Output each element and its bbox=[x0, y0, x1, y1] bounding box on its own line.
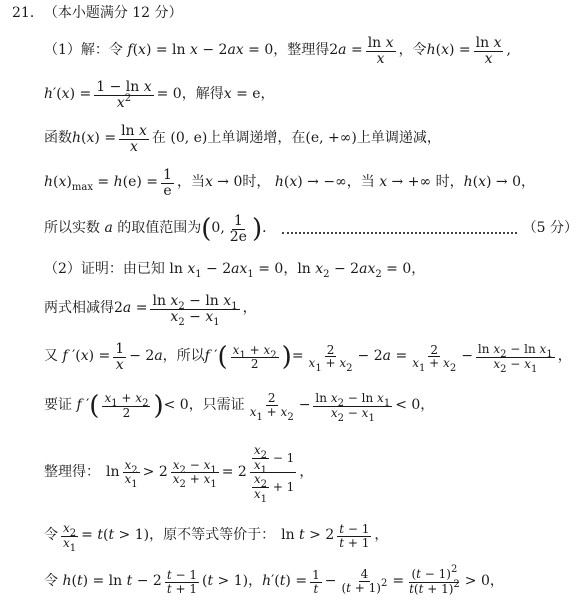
score-note: （5 分） bbox=[522, 220, 578, 237]
part1-line1: （1）解：令 f(x) = ln x − 2ax = 0 ，整理得 2a = $\frac{\text{ln x}}{x}$ ，令 h(x) = $\frac{\text{ln x}}{x}$ , bbox=[44, 35, 511, 67]
part1-line2: h′(x) = $\frac{\text{1 − ln x}}{x^2}$ = 0 ，解得 x = e， bbox=[44, 79, 275, 111]
part1-line3: 函数 h(x) = $\frac{\text{ln x}}{x}$ 在 (0, e) 上单调递增，在 (e, +∞) 上单调递减， bbox=[44, 123, 441, 155]
frac-h-def: $\frac{\text{ln x}}{x}$ bbox=[475, 35, 502, 67]
part2-line1: （2）证明：由已知 $\ln x_1 - 2ax_1 = 0$，$\ln x_2 - 2ax_2 = 0$， bbox=[44, 261, 426, 280]
compound-fraction: $\frac{x_2}{x_1}$ − 1 $\frac{x_2}{x_1}$ + 1 bbox=[250, 444, 296, 501]
part2-line2: 两式相减得 2a = $\frac{\ln x_2 - \ln x_1}{x_2 - x_1}$ ， bbox=[44, 293, 257, 328]
part2-line6: 令 $\frac{x_2}{x_1}$ = t(t > 1) ，原不等式等价于： ln t > 2 $\frac{t - 1}{t + 1}$ ， bbox=[44, 521, 389, 554]
frac-lnx-over-x: $\frac{\text{ln x}}{x}$ bbox=[367, 35, 394, 67]
frac-hprime: $\frac{\text{1 − ln x}}{x^2}$ bbox=[96, 79, 152, 111]
part2-line4: 要证 f ′ ( $\frac{x_1 + x_2}{2}$ ) < 0 ，只需证 $\frac{2}{x_1 + x_2}$ − $\frac{\ln x_2 - \ln x_1}{x_2 - x_1}$ < 0， bbox=[44, 391, 435, 424]
part2-line5: 整理得： ln $\frac{x_2}{x_1}$ > 2 $\frac{x_2 - x_1}{x_2 + x_1}$ = 2 $\frac{x_2}{x_1}$ − 1 $\frac{x_2}{x_1}$ + 1 ， bbox=[44, 443, 314, 505]
problem-number: 21． bbox=[12, 5, 44, 21]
part1-line4: $h(x)_{max} = h(e)$ = $\frac{1}{e}$ ，当 x → 0 时， h(x) → −∞，当 x → +∞ 时，h(x) → 0， bbox=[44, 167, 535, 199]
problem-score-note: （本小题满分 12 分） bbox=[43, 5, 183, 21]
problem-heading bbox=[12, 6, 588, 21]
dotted-leader bbox=[282, 224, 517, 234]
part1-conclusion: 所以实数 a 的取值范围为 ( 0, $\frac{1}{2e}$ ) ． （5 分） bbox=[44, 213, 578, 245]
part2-line3: 又 f ′(x) = $\frac{1}{x}$ − 2a ，所以 f ′ ( $\frac{x_1 + x_2}{2}$ ) = $\frac{2}{x_1 + x_2}$ − 2a = $\frac{2}{x_1 + x_2}$ − $\frac{\ln x_2 - \ln x_1}{x_2 - x_1}$ ， bbox=[44, 341, 572, 375]
part2-line7: 令 h(t) = ln t − 2 $\frac{t - 1}{t + 1}$ (t > 1)，h′(t) = $\frac{1}{t}$ − $\frac{4}{(t + 1)^2}$ = $\frac{(t - 1)^2}{t(t + 1)^2}$ > 0， bbox=[44, 564, 504, 596]
